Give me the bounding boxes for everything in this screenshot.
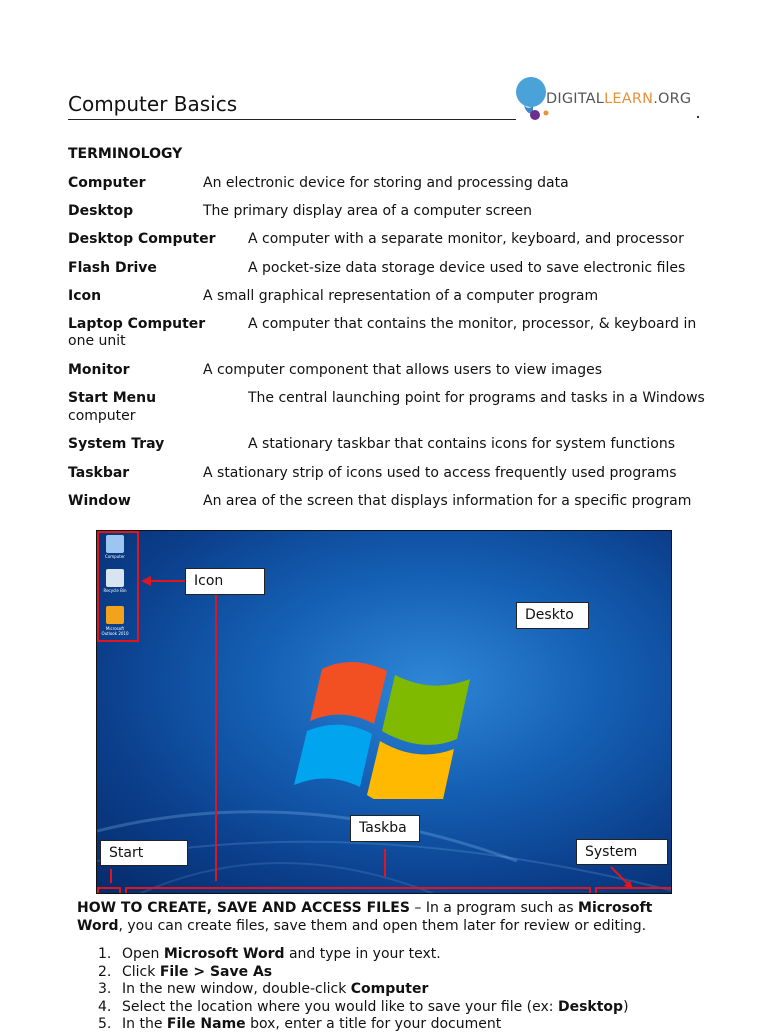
step-3: 3. In the new window, double-click Computer — [98, 981, 429, 998]
outlook-icon-label: Microsoft Outlook 2010 — [101, 626, 129, 636]
digitallearn-logo — [514, 74, 704, 124]
system-callout: System — [576, 839, 668, 865]
desktop-screenshot — [96, 530, 672, 894]
term-flash-drive: Flash Drive — [68, 260, 157, 276]
start-arrow — [110, 869, 112, 883]
taskbar-callout: Taskba — [350, 815, 420, 842]
term-icon: Icon — [68, 288, 102, 304]
icon-callout: Icon — [185, 568, 265, 595]
howto-heading: HOW TO CREATE, SAVE AND ACCESS FILES — [77, 900, 410, 916]
def-start-menu: The central launching point for programs and tasks in a Windows — [248, 390, 705, 406]
term-computer: Computer — [68, 175, 146, 191]
start-callout: Start — [100, 840, 188, 866]
icon-highlight-box — [97, 531, 139, 642]
icon-arrow — [149, 580, 185, 582]
step-1: 1. Open Microsoft Word and type in your text. — [98, 946, 441, 962]
def-window: An area of the screen that displays information for a specific program — [203, 493, 692, 509]
step-4: 4. Select the location where you would like to save your file (ex: Desktop) — [98, 998, 629, 1015]
windows-logo-icon — [292, 649, 492, 799]
howto-paragraph: HOW TO CREATE, SAVE AND ACCESS FILES – In a program such as Microsoft Word, you can create files, save them and open them later for review or editing. — [77, 900, 653, 934]
def-system-tray: A stationary taskbar that contains icons for system functions — [248, 436, 676, 452]
terminology-heading: TERMINOLOGY — [68, 146, 183, 162]
icon-down-line — [215, 595, 217, 881]
def-icon: A small graphical representation of a computer program — [203, 288, 599, 304]
def-desktop: The primary display area of a computer screen — [203, 203, 533, 219]
recycle-bin-icon-label: Recycle Bin — [103, 588, 127, 593]
term-laptop-computer: Laptop Computer — [68, 316, 206, 332]
taskbar-arrow — [384, 849, 386, 877]
desktop-callout: Deskto — [516, 602, 589, 629]
icon-arrowhead-icon — [141, 576, 151, 586]
term-taskbar: Taskbar — [68, 465, 130, 481]
computer-icon-label: Computer — [105, 554, 125, 559]
term-system-tray: System Tray — [68, 436, 165, 452]
page-title: Computer Basics — [68, 92, 238, 116]
taskbar-box — [125, 887, 591, 894]
step-2: 2. Click File > Save As — [98, 963, 273, 980]
def-start-menu-cont: computer — [68, 408, 136, 424]
def-desktop-computer: A computer with a separate monitor, keyboard, and processor — [248, 231, 684, 247]
def-flash-drive: A pocket-size data storage device used to save electronic files — [248, 260, 686, 276]
logo-dot — [697, 116, 699, 118]
def-taskbar: A stationary strip of icons used to access frequently used programs — [203, 465, 677, 481]
term-desktop-computer: Desktop Computer — [68, 231, 216, 247]
term-monitor: Monitor — [68, 362, 130, 378]
def-monitor: A computer component that allows users to view images — [203, 362, 603, 378]
term-start-menu: Start Menu — [68, 390, 157, 406]
system-tray-box — [595, 887, 672, 894]
title-rule — [68, 119, 516, 120]
term-window: Window — [68, 493, 131, 509]
howto-steps — [98, 946, 629, 1034]
def-laptop-computer-cont: one unit — [68, 333, 126, 349]
logo-text: DIGITALLEARN.ORG — [546, 91, 692, 107]
term-desktop: Desktop — [68, 203, 134, 219]
start-button-box — [97, 887, 121, 894]
step-5: 5. In the File Name box, enter a title for your document — [98, 1016, 502, 1033]
def-laptop-computer: A computer that contains the monitor, processor, & keyboard in — [248, 316, 697, 332]
def-computer: An electronic device for storing and processing data — [203, 175, 569, 191]
